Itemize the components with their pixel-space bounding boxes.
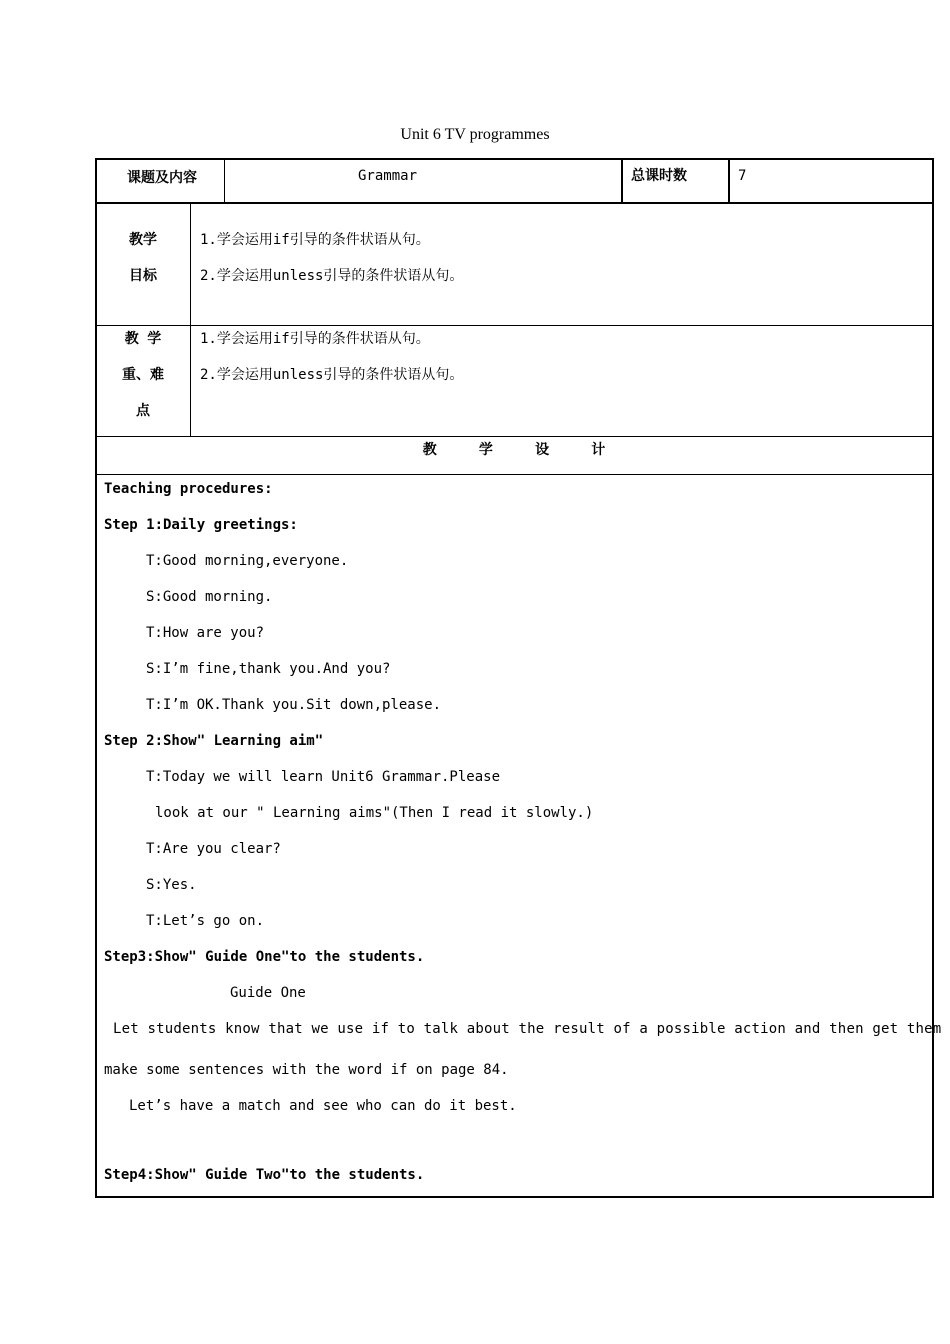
- dialogue-line: T:Today we will learn Unit6 Grammar.Please: [146, 769, 501, 785]
- table-border-left: [95, 158, 97, 1198]
- header-divider-2: [621, 158, 623, 203]
- dialogue-line: S:Good morning.: [146, 589, 273, 605]
- guide-one-instruction: Let students know that we use if to talk about the result of a possible action and then get them: [113, 1021, 942, 1037]
- dialogue-line: T:How are you?: [146, 625, 265, 641]
- dialogue-line: T:I’m OK.Thank you.Sit down,please.: [146, 697, 442, 713]
- guide-one-match: Let’s have a match and see who can do it best.: [129, 1098, 517, 1114]
- keypoints-label-line3: 点: [136, 403, 150, 419]
- topic-value: Grammar: [358, 168, 418, 184]
- table-border-top: [95, 158, 934, 160]
- keypoints-label-line1: 教 学: [124, 331, 162, 347]
- header-row-bottom: [95, 202, 934, 204]
- hours-label: 总课时数: [631, 168, 687, 184]
- keypoints-row-bottom: [95, 436, 934, 437]
- table-border-right: [932, 158, 934, 1198]
- keypoint-item-1: 1.学会运用if引导的条件状语从句。: [200, 331, 430, 347]
- dialogue-line: look at our " Learning aims"(Then I read it slowly.): [155, 805, 594, 821]
- procedures-heading: Teaching procedures:: [104, 481, 273, 497]
- keypoint-item-2: 2.学会运用unless引导的条件状语从句。: [200, 367, 464, 383]
- header-divider-1: [224, 158, 225, 203]
- guide-one-title: Guide One: [230, 985, 306, 1001]
- design-header-bottom: [95, 474, 934, 475]
- objectives-label-line1: 教学: [129, 232, 157, 248]
- dialogue-line: S:Yes.: [146, 877, 197, 893]
- step-3-heading: Step3:Show" Guide One"to the students.: [104, 949, 425, 965]
- guide-one-instruction-cont: make some sentences with the word if on page 84.: [104, 1062, 509, 1078]
- hours-value: 7: [738, 168, 747, 184]
- step-1-heading: Step 1:Daily greetings:: [104, 517, 298, 533]
- label-column-divider: [190, 203, 191, 436]
- document-title: Unit 6 TV programmes: [400, 126, 550, 143]
- dialogue-line: T:Are you clear?: [146, 841, 281, 857]
- dialogue-line: T:Good morning,everyone.: [146, 553, 349, 569]
- dialogue-line: T:Let’s go on.: [146, 913, 265, 929]
- topic-label: 课题及内容: [127, 170, 197, 186]
- step-4-heading: Step4:Show" Guide Two"to the students.: [104, 1167, 425, 1183]
- table-border-bottom: [95, 1196, 934, 1198]
- objectives-label-line2: 目标: [129, 268, 157, 284]
- objectives-row-bottom: [95, 325, 934, 326]
- keypoints-label-line2: 重、难: [122, 367, 164, 383]
- step-2-heading: Step 2:Show" Learning aim": [104, 733, 324, 749]
- dialogue-line: S:I’m fine,thank you.And you?: [146, 661, 391, 677]
- header-divider-3: [728, 158, 730, 203]
- objective-item-2: 2.学会运用unless引导的条件状语从句。: [200, 268, 464, 284]
- objective-item-1: 1.学会运用if引导的条件状语从句。: [200, 232, 430, 248]
- design-header: 教 学 设 计: [422, 442, 606, 458]
